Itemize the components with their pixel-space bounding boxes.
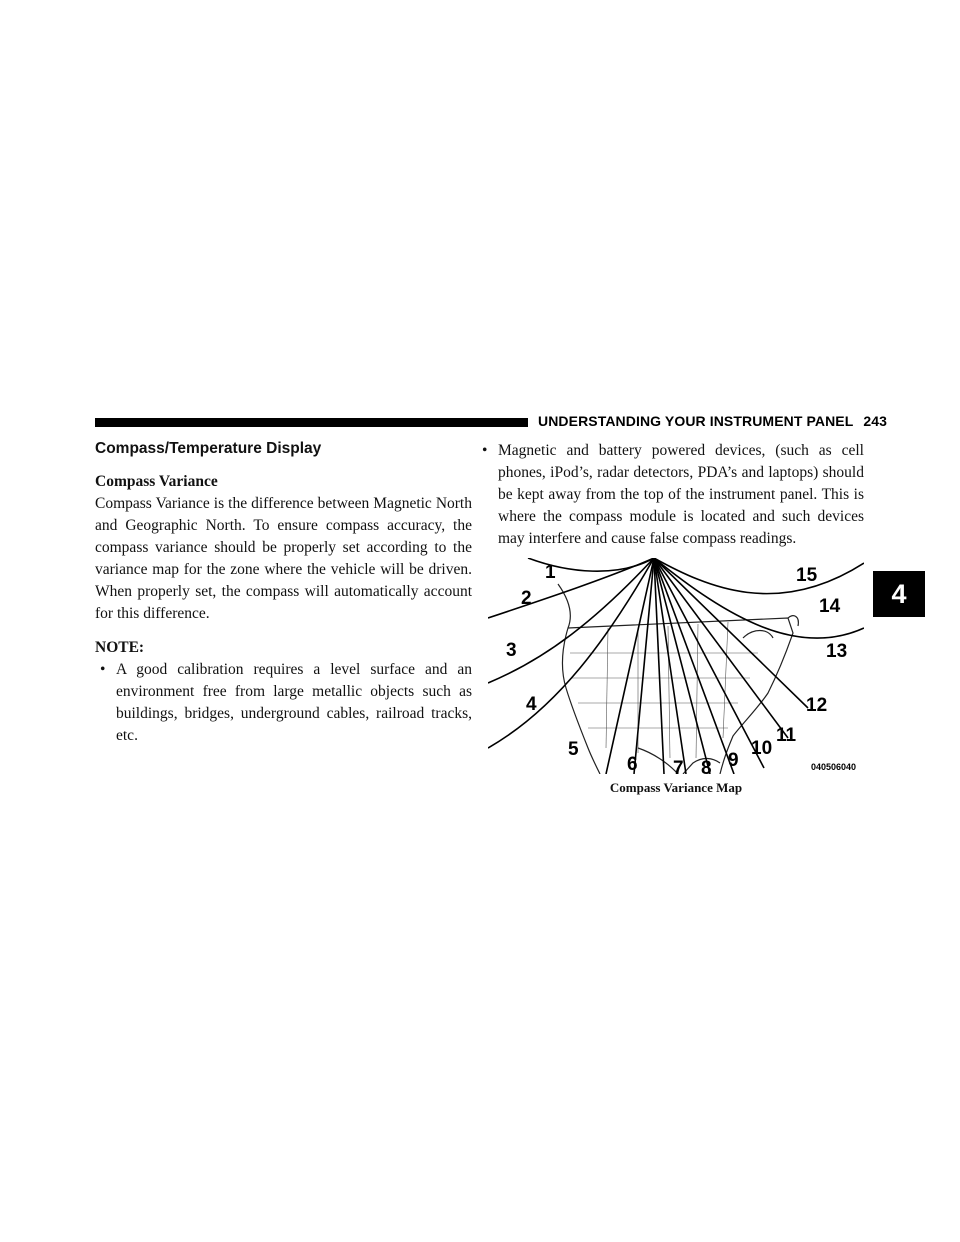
zone-label-6: 6 xyxy=(627,754,638,774)
compass-variance-map xyxy=(488,558,864,774)
zone-label-5: 5 xyxy=(568,739,579,760)
zone-label-4: 4 xyxy=(526,694,537,715)
note-bullet xyxy=(95,659,472,747)
variance-lines xyxy=(488,558,864,774)
body-paragraph: Compass Variance is the difference between Magnetic North and Geographic North. To ensure compass accuracy, the compass variance should be properly set according to the variance map for the zone where the vehicle will be driven. When properly set, the compass will automatically account for this difference. xyxy=(95,495,472,622)
zone-label-12: 12 xyxy=(806,695,828,716)
right-column xyxy=(477,440,864,550)
zone-label-9: 9 xyxy=(728,750,739,771)
header-rule xyxy=(95,418,528,427)
zone-label-10: 10 xyxy=(751,738,773,759)
device-bullet-text: Magnetic and battery powered devices, (such as cell phones, iPod’s, radar detectors, PDA’s and laptops) should be kept away from the top of the instrument panel. This is where the compass module is located and such devices may interfere and cause false compass readings. xyxy=(498,442,864,547)
map-caption: Compass Variance Map xyxy=(609,780,743,795)
zone-label-11: 11 xyxy=(776,725,797,746)
zone-label-15: 15 xyxy=(796,565,818,586)
note-label: NOTE: xyxy=(95,639,145,656)
zone-label-14: 14 xyxy=(819,596,841,617)
section-title: Compass/Temperature Display xyxy=(95,440,322,457)
zone-label-8: 8 xyxy=(701,758,712,774)
zone-label-7: 7 xyxy=(673,758,684,774)
subheading: Compass Variance xyxy=(95,473,218,490)
zone-label-13: 13 xyxy=(826,641,848,662)
device-bullet xyxy=(477,440,864,550)
left-column xyxy=(95,440,472,747)
map-figure xyxy=(488,558,864,774)
image-code: 040506040 xyxy=(811,762,857,772)
zone-label-3: 3 xyxy=(506,640,517,661)
chapter-tab: 4 xyxy=(873,571,925,617)
zone-label-2: 2 xyxy=(521,588,532,609)
running-header xyxy=(538,413,887,429)
state-borders xyxy=(570,622,758,758)
zone-label-1: 1 xyxy=(545,562,556,583)
bullet-symbol: • xyxy=(100,661,106,678)
note-bullet-text: A good calibration requires a level surface and an environment free from large metallic objects such as buildings, bridges, underground cables, railroad tracks, etc. xyxy=(116,661,472,744)
bullet-symbol: • xyxy=(482,442,488,459)
header-title: UNDERSTANDING YOUR INSTRUMENT PANEL xyxy=(538,413,854,429)
page-number: 243 xyxy=(863,413,888,429)
